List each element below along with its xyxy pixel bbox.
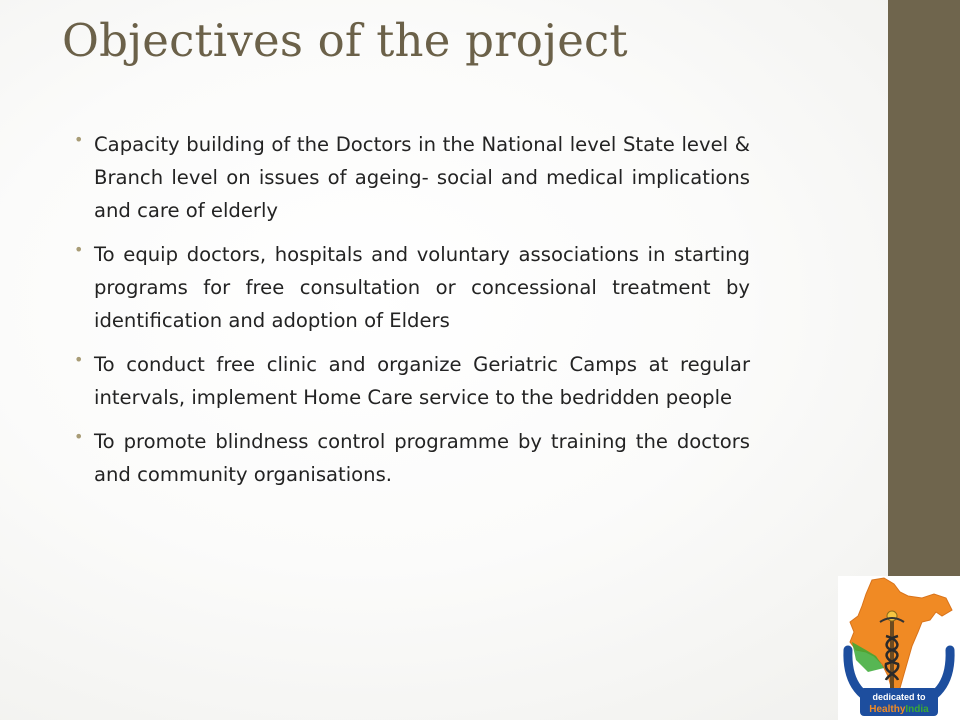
- india-map-caduceus-icon: [838, 576, 960, 720]
- logo-word-india: India: [905, 704, 929, 715]
- list-item: [70, 128, 750, 227]
- bullet-text: To promote blindness control programme by training the doctors and community organisations.: [94, 430, 750, 486]
- bullet-icon: •: [74, 427, 84, 446]
- bullet-icon: •: [74, 240, 84, 259]
- bullet-icon: •: [74, 130, 84, 149]
- slide-title: Objectives of the project: [62, 14, 628, 67]
- list-item: [70, 348, 750, 414]
- bullet-text: Capacity building of the Doctors in the National level State level & Branch level on issues of ageing- social and medical implications and care of elderly: [94, 133, 750, 222]
- bullet-icon: •: [74, 350, 84, 369]
- bullet-text: To equip doctors, hospitals and voluntary associations in starting programs for free consultation or concessional treatment by identification and adoption of Elders: [94, 243, 750, 332]
- logo-word-healthy: Healthy: [869, 704, 906, 715]
- india-map-icon: [850, 578, 952, 698]
- logo-line1: dedicated to: [872, 692, 926, 702]
- healthy-india-logo: [838, 576, 960, 720]
- objectives-list: [70, 128, 750, 502]
- caduceus-staff-icon: [890, 616, 894, 692]
- list-item: [70, 425, 750, 491]
- bullet-text: To conduct free clinic and organize Geriatric Camps at regular intervals, implement Home Care service to the bedridden people: [94, 353, 750, 409]
- list-item: [70, 238, 750, 337]
- logo-line2: [869, 704, 929, 715]
